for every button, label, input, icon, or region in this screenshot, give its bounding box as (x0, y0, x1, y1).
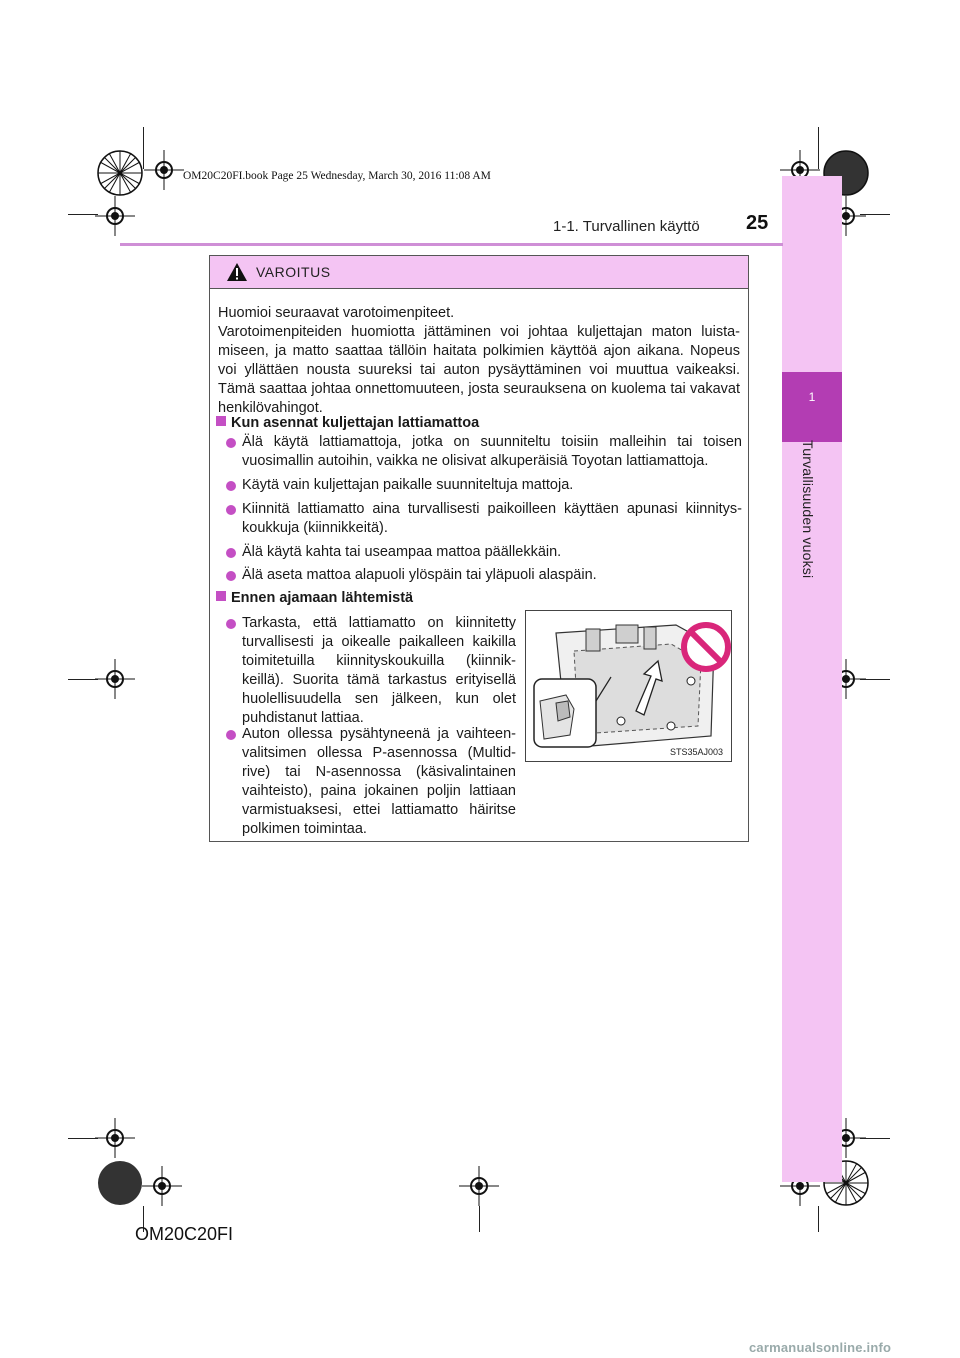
square-bullet-icon (216, 591, 226, 601)
sunburst-mark-icon (97, 1160, 143, 1206)
warning-intro-line: Huomioi seuraavat varotoimenpiteet. (218, 305, 455, 321)
chapter-number: 1 (808, 390, 816, 404)
registration-target-icon (142, 1166, 182, 1206)
registration-target-icon (95, 659, 135, 699)
chapter-side-tab (782, 176, 842, 1182)
warning-title: VAROITUS (256, 264, 331, 280)
chapter-number-tab (782, 372, 842, 442)
floor-mat-drawing (526, 611, 731, 761)
page-number: 25 (746, 212, 769, 234)
bullet-item: Älä käytä kahta tai useampaa mattoa päällekkäin. (242, 544, 562, 560)
watermark: carmanualsonline.info (749, 1340, 892, 1355)
section-heading-text: Ennen ajamaan lähtemistä (231, 590, 414, 606)
bullet-item: Älä käytä lattiamattoja, jotka on suunniteltu toisiin malleihin tai toisen vuosimallin autoihin, vaikka ne olisivat alkuperäisiä Toyotan lattiamattoja. (242, 434, 742, 469)
header-divider (120, 243, 783, 246)
section-heading-before-driving (216, 589, 413, 608)
model-code: OM20C20FI (135, 1224, 234, 1244)
warning-triangle-icon (226, 262, 248, 282)
bullet-dot-icon (226, 571, 236, 581)
bullet-dot-icon (226, 505, 236, 515)
chapter-title: Turvallisuuden vuoksi (800, 440, 816, 579)
bullet-item: Auton ollessa pysähtyneenä ja vaihteen-valitsimen ollessa P-asennossa (Multid-rive) tai N-asennossa (käsivalintainen vaihteisto), paina jokainen poljin lattiaan varmistuaksesi, ettei lattiamatto häiritse polkimen toimintaa. (242, 726, 516, 837)
bullet-dot-icon (226, 730, 236, 740)
square-bullet-icon (216, 416, 226, 426)
warning-header (210, 256, 748, 289)
bullet-item: Älä aseta mattoa alapuoli ylöspäin tai yläpuoli alaspäin. (242, 567, 597, 583)
registration-target-icon (144, 150, 184, 190)
bullet-item: Käytä vain kuljettajan paikalle suunniteltuja mattoja. (242, 477, 574, 493)
bullet-dot-icon (226, 438, 236, 448)
bullet-dot-icon (226, 481, 236, 491)
illustration-code: STS35AJ003 (669, 747, 723, 757)
floor-mat-illustration (525, 610, 732, 762)
book-info-line: OM20C20FI.book Page 25 Wednesday, March 30, 2016 11:08 AM (183, 170, 491, 182)
section-title: 1-1. Turvallinen käyttö (553, 218, 700, 235)
bullet-item: Kiinnitä lattiamatto aina turvallisesti paikoilleen käyttäen apunasi kiinnitys-koukkuja (kiinnikkeitä). (242, 501, 742, 536)
section-heading-text: Kun asennat kuljettajan lattiamattoa (231, 415, 480, 431)
bullet-dot-icon (226, 548, 236, 558)
bullet-dot-icon (226, 619, 236, 629)
registration-target-icon (95, 196, 135, 236)
warning-intro-paragraph: Varotoimenpiteiden huomiotta jättäminen voi johtaa kuljettajan maton luista-miseen, ja matto saattaa tällöin haitata polkimien käyttöä ajon aikana. Nopeus voi yllättäen nousta suureksi tai auton pysäyttäminen voi muuttua vaikeaksi. Tämä saattaa johtaa onnettomuuteen, josta seurauksena on kuolema tai vakavat henkilövahingot. (218, 324, 740, 416)
sunburst-mark-icon (97, 150, 143, 196)
section-heading-installing (216, 414, 479, 433)
registration-target-icon (459, 1166, 499, 1206)
bullet-item: Tarkasta, että lattiamatto on kiinnitetty turvallisesti ja oikealle paikalleen kaikilla toimitetuilla kiinnityskoukuilla (kiinnik-keillä). Suorita tämä tarkastus erityisellä huolellisuudella sen jälkeen, kun olet puhdistanut lattiaa. (242, 615, 516, 726)
registration-target-icon (95, 1118, 135, 1158)
